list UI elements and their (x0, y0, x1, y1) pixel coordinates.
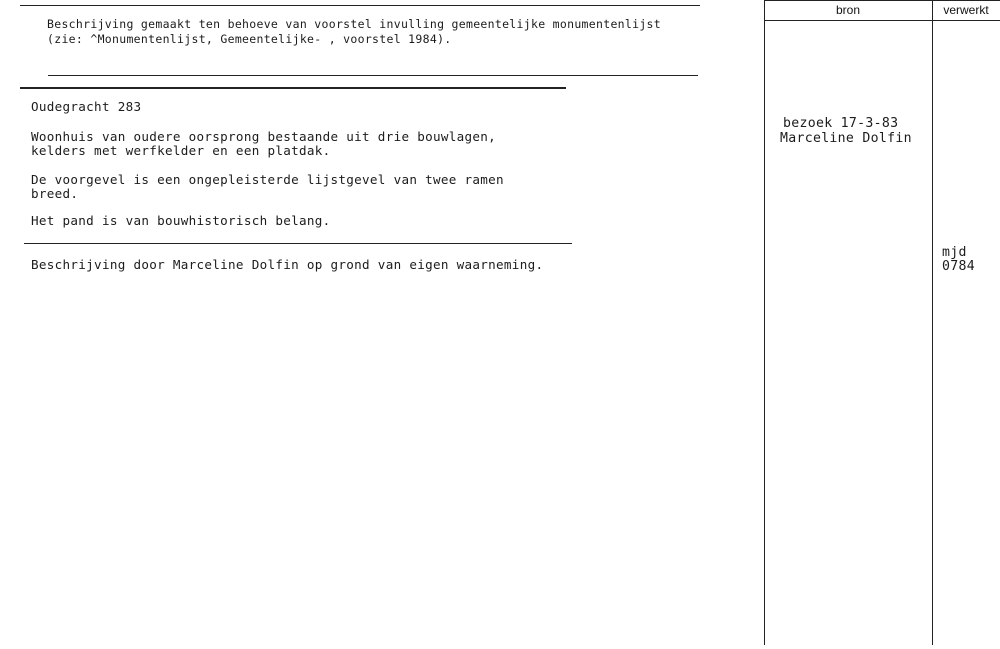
intro-rule-thick (20, 87, 566, 89)
paragraph-2-line-2: breed. (31, 186, 79, 201)
paragraph-1-line-2: kelders met werfkelder en een platdak. (31, 143, 331, 158)
bron-column-divider (764, 0, 765, 645)
intro-line-1: Beschrijving gemaakt ten behoeve van voorstel invulling gemeentelijke monumentenlijst (47, 17, 662, 31)
header-bottom-rule (764, 20, 1000, 21)
paragraph-2-line-1: De voorgevel is een ongepleisterde lijstgevel van twee ramen (31, 172, 504, 187)
header-top-rule (764, 0, 1000, 1)
verwerkt-column-divider (932, 0, 933, 645)
author-note: Beschrijving door Marceline Dolfin op grond van eigen waarneming. (31, 257, 544, 272)
address-line: Oudegracht 283 (31, 99, 142, 114)
bron-column-header: bron (835, 3, 861, 17)
verwerkt-date-code: 0784 (942, 259, 975, 274)
bron-author: Marceline Dolfin (780, 131, 912, 146)
intro-line-2: (zie: ^Monumentenlijst, Gemeentelijke- , voorstel 1984). (47, 32, 452, 46)
top-rule (20, 5, 700, 6)
intro-rule-thin (48, 75, 698, 76)
bron-visit-date: bezoek 17-3-83 (783, 116, 899, 131)
verwerkt-column-header: verwerkt (943, 3, 989, 17)
paragraph-3: Het pand is van bouwhistorisch belang. (31, 213, 331, 228)
verwerkt-initials: mjd (942, 245, 967, 260)
paragraph-1-line-1: Woonhuis van oudere oorsprong bestaande uit drie bouwlagen, (31, 129, 497, 144)
author-note-rule (24, 243, 572, 244)
